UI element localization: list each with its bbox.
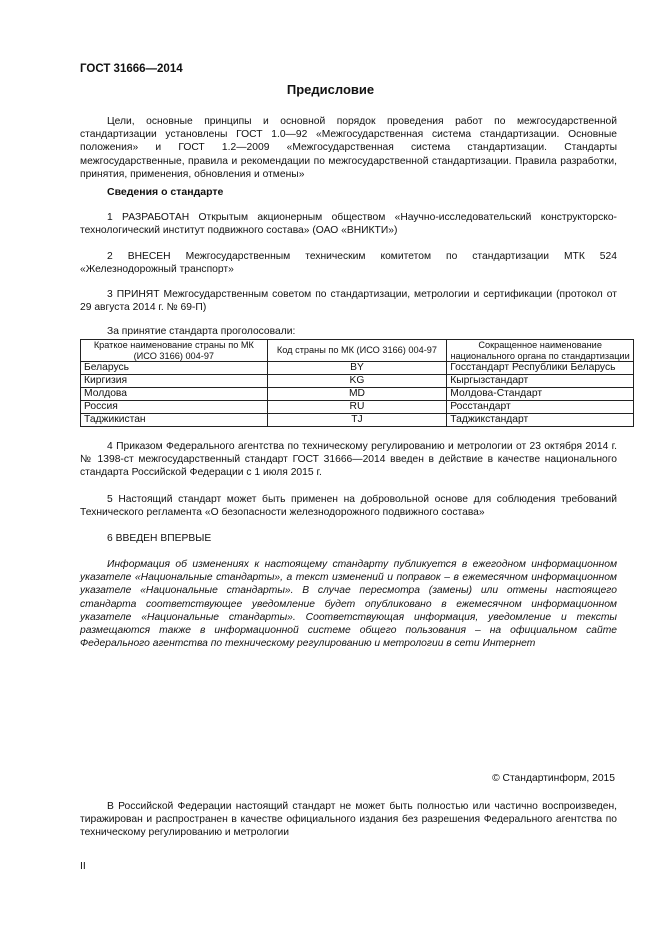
table-row [81,401,634,414]
cell-body: Молдова-Стандарт [447,388,634,401]
section-heading: Сведения о стандарте [107,186,224,198]
cell-code: KG [267,375,447,388]
cell-body: Росстандарт [447,401,634,414]
cell-code: BY [267,362,447,375]
cell-country: Россия [81,401,268,414]
voting-table [80,339,634,427]
table-row [81,414,634,427]
item-submitted: 2 ВНЕСЕН Межгосударственным техническим комитетом по стандартизации МТК 524 «Железнодорожный транспорт» [80,251,617,276]
document-header: ГОСТ 31666—2014 [80,63,183,75]
item-first-introduced: 6 ВВЕДЕН ВПЕРВЫЕ [107,533,212,544]
page-number: II [80,860,86,872]
cell-body: Госстандарт Республики Беларусь [447,362,634,375]
intro-paragraph: Цели, основные принципы и основной порядок проведения работ по межгосударственной стандартизации установлены ГОСТ 1.0—92 «Межгосударственная система стандартизации. Основные положения» и ГОСТ 1.2—2009 «Межгосударственная система стандартизации. Стандарты межгосударственные, правила и рекомендации по межгосударственной стандартизации. Правила разработки, принятия, применения, обновления и отмены» [80,116,617,180]
table-row [81,362,634,375]
column-header-body: Сокращенное наименование национального органа по стандартизации [447,340,634,362]
table-header-row [81,340,634,362]
reproduction-notice: В Российской Федерации настоящий стандарт не может быть полностью или частично воспроизведен, тиражирован и распространен в качестве официального издания без разрешения Федерального агентства по техническому регулированию и метрологии [80,801,617,839]
cell-body: Кыргызстандарт [447,375,634,388]
cell-code: TJ [267,414,447,427]
cell-body: Таджикстандарт [447,414,634,427]
vote-caption: За принятие стандарта проголосовали: [107,326,296,337]
cell-code: MD [267,388,447,401]
table-row [81,375,634,388]
copyright: © Стандартинформ, 2015 [492,773,615,784]
cell-country: Молдова [81,388,268,401]
page-title: Предисловие [286,82,375,97]
cell-country: Таджикистан [81,414,268,427]
table-row [81,388,634,401]
column-header-country: Краткое наименование страны по МК (ИСО 3166) 004-97 [81,340,268,362]
column-header-code: Код страны по МК (ИСО 3166) 004-97 [267,340,447,362]
cell-code: RU [267,401,447,414]
changes-info-note: Информация об изменениях к настоящему стандарту публикуется в ежегодном информационном указателе «Национальные стандарты», а текст изменений и поправок – в ежемесячном информационном указателе «Национальные стандарты». В случае пересмотра (замены) или отмены настоящего стандарта соответствующее уведомление будет опубликовано в ежемесячном информационном указателе «Национальные стандарты». Соответствующая информация, уведомление и тексты размещаются также в информационной системе общего пользования – на официальном сайте Федерального агентства по техническому регулированию и метрологии в сети Интернет [80,559,617,650]
cell-country: Киргизия [81,375,268,388]
item-developed: 1 РАЗРАБОТАН Открытым акционерным обществом «Научно-исследовательский конструкторско-технологический институт подвижного состава» (ОАО «ВНИКТИ») [80,212,617,237]
item-voluntary-use: 5 Настоящий стандарт может быть применен на добровольной основе для соблюдения требований Технического регламента «О безопасности железнодорожного подвижного состава» [80,494,617,519]
item-enacted: 4 Приказом Федерального агентства по техническому регулированию и метрологии от 23 октября 2014 г. № 1398-ст межгосударственный стандарт ГОСТ 31666—2014 введен в действие в качестве национального стандарта Российской Федерации с 1 июля 2015 г. [80,441,617,479]
cell-country: Беларусь [81,362,268,375]
item-adopted: 3 ПРИНЯТ Межгосударственным советом по стандартизации, метрологии и сертификации (протокол от 29 августа 2014 г. № 69-П) [80,289,617,314]
